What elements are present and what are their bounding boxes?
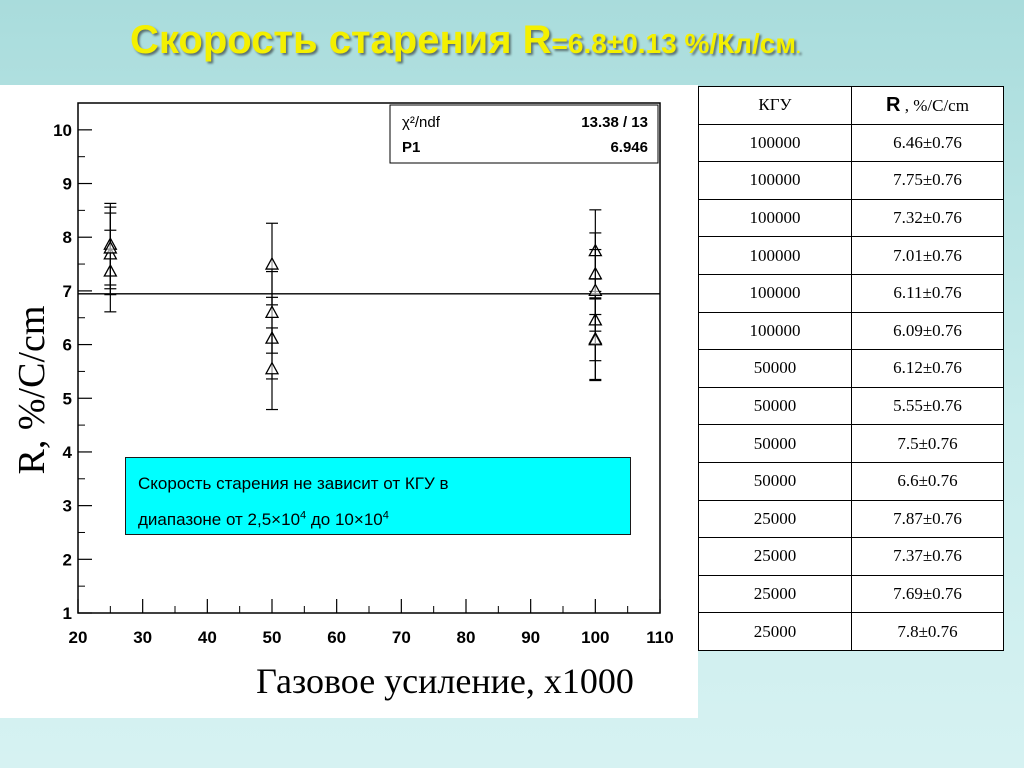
y-tick-label: 7	[62, 281, 72, 301]
x-tick-label: 70	[391, 628, 411, 647]
table-row	[699, 500, 1004, 538]
table-cell-kgu: 100000	[699, 199, 852, 237]
table-row	[699, 350, 1004, 388]
table-cell-r: 6.46±0.76	[852, 124, 1004, 162]
y-tick-label: 1	[62, 604, 72, 623]
table-cell-kgu: 50000	[699, 425, 852, 463]
y-tick-label: 6	[62, 335, 72, 355]
chart-svg	[0, 85, 698, 718]
y-tick-label: 10	[53, 120, 72, 140]
table-row	[699, 124, 1004, 162]
slide-title	[130, 10, 801, 70]
note-box	[125, 457, 631, 535]
table-header-row	[699, 87, 1004, 125]
y-tick-label: 4	[62, 442, 72, 462]
triangle-marker	[589, 284, 601, 295]
table-cell-kgu: 100000	[699, 274, 852, 312]
note-exp-2: 4	[382, 509, 389, 522]
header-r-cell	[852, 87, 1004, 125]
x-tick-label: 110	[646, 628, 674, 647]
table-cell-r: 7.69±0.76	[852, 575, 1004, 613]
table-row	[699, 199, 1004, 237]
table-row	[699, 613, 1004, 651]
stats-label: χ²/ndf	[402, 114, 440, 131]
title-end: .	[796, 40, 801, 57]
y-tick-label: 8	[62, 228, 72, 248]
x-tick-label: 40	[197, 628, 217, 647]
table-row	[699, 387, 1004, 425]
table-cell-r: 7.5±0.76	[852, 425, 1004, 463]
table-cell-r: 6.09±0.76	[852, 312, 1004, 350]
table-row	[699, 425, 1004, 463]
table-cell-kgu: 25000	[699, 613, 852, 651]
y-axis-label: R, %/C/cm	[11, 305, 53, 475]
note-line-2-mid: до 10×10	[306, 510, 383, 529]
y-tick-label: 9	[62, 174, 72, 194]
table-cell-r: 5.55±0.76	[852, 387, 1004, 425]
table-cell-kgu: 100000	[699, 124, 852, 162]
table-cell-r: 7.37±0.76	[852, 538, 1004, 576]
table-row	[699, 462, 1004, 500]
x-tick-label: 30	[133, 628, 153, 647]
table-cell-r: 6.11±0.76	[852, 274, 1004, 312]
table-row	[699, 162, 1004, 200]
note-exp-1: 4	[300, 509, 307, 522]
x-tick-label: 50	[262, 628, 282, 647]
note-line-2-prefix: диапазоне от 2,5×10	[138, 510, 301, 529]
plot-panel	[0, 85, 698, 718]
table-cell-kgu: 50000	[699, 350, 852, 388]
table-cell-r: 6.6±0.76	[852, 462, 1004, 500]
triangle-marker	[266, 258, 278, 269]
note-line-2	[138, 502, 618, 538]
header-unit: , %/C/cm	[900, 95, 969, 115]
header-r: R	[886, 93, 901, 116]
table-cell-r: 7.75±0.76	[852, 162, 1004, 200]
table-cell-kgu: 100000	[699, 312, 852, 350]
table-cell-r: 7.01±0.76	[852, 237, 1004, 275]
data-table	[698, 86, 1004, 651]
y-tick-label: 3	[62, 496, 72, 516]
triangle-marker	[266, 306, 278, 317]
table-cell-kgu: 100000	[699, 162, 852, 200]
table-row	[699, 538, 1004, 576]
table-cell-r: 7.32±0.76	[852, 199, 1004, 237]
table-cell-kgu: 50000	[699, 462, 852, 500]
stats-label: P1	[402, 139, 421, 156]
table-row	[699, 274, 1004, 312]
stats-group	[390, 105, 658, 163]
table-cell-kgu: 25000	[699, 575, 852, 613]
axes-group	[53, 103, 674, 647]
table-body	[699, 87, 1004, 651]
x-tick-label: 80	[456, 628, 476, 647]
x-axis-label: Газовое усиление, x1000	[256, 661, 634, 701]
table-cell-r: 7.87±0.76	[852, 500, 1004, 538]
stats-value: 6.946	[610, 139, 648, 156]
note-line-1: Скорость старения не зависит от КГУ в	[138, 474, 449, 493]
table-row	[699, 575, 1004, 613]
title-main: Скорость старения R	[130, 18, 552, 62]
stats-value: 13.38 / 13	[581, 114, 648, 131]
x-tick-label: 100	[581, 628, 610, 647]
x-tick-label: 90	[521, 628, 541, 647]
table-cell-kgu: 100000	[699, 237, 852, 275]
table-cell-kgu: 25000	[699, 538, 852, 576]
table-cell-r: 6.12±0.76	[852, 350, 1004, 388]
y-tick-label: 5	[62, 389, 72, 409]
table-cell-kgu: 25000	[699, 500, 852, 538]
y-tick-label: 2	[62, 550, 72, 570]
triangle-marker	[266, 363, 278, 374]
x-tick-label: 20	[68, 628, 88, 647]
table-cell-r: 7.8±0.76	[852, 613, 1004, 651]
table-row	[699, 312, 1004, 350]
title-value: =6.8±0.13 %/Кл/см	[551, 28, 797, 59]
header-kgu: КГУ	[699, 87, 852, 125]
x-tick-label: 60	[327, 628, 347, 647]
table-row	[699, 237, 1004, 275]
table-cell-kgu: 50000	[699, 387, 852, 425]
points-group	[104, 203, 601, 409]
